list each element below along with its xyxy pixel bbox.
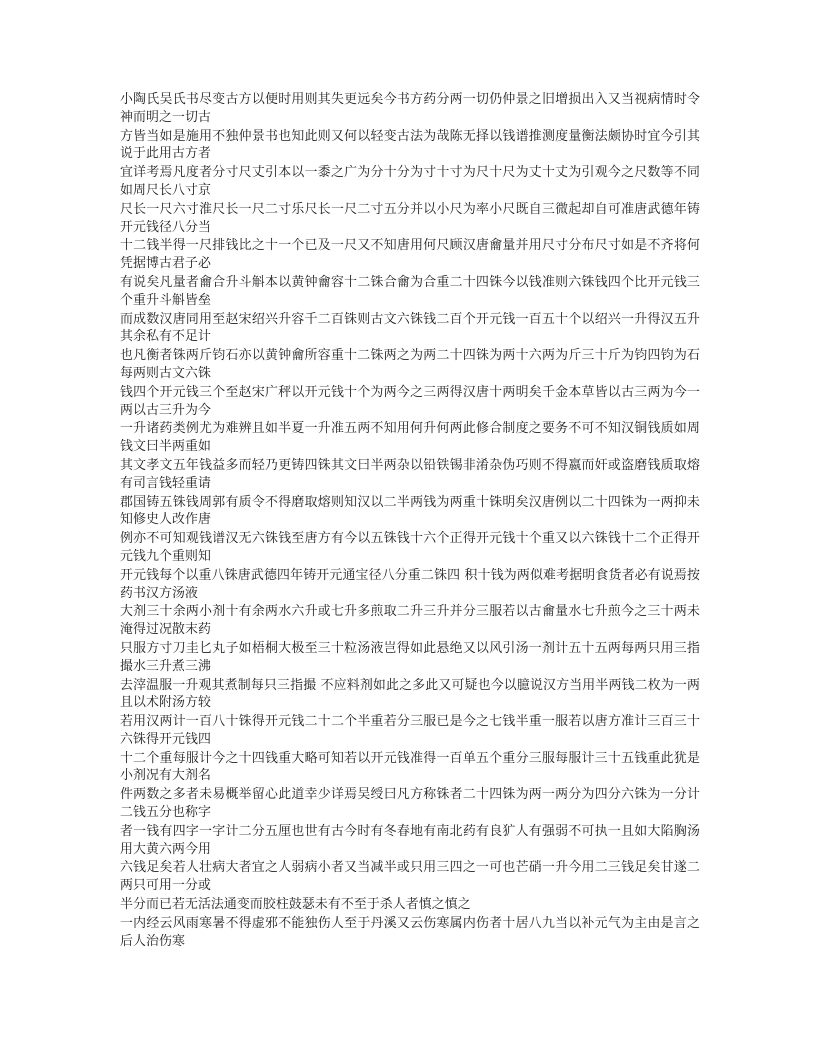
text-paragraph: 一内经云风雨寒暑不得虚邪不能独伤人至于丹溪又云伤寒属内伤者十居八九当以补元气为主由是言之后人治伤寒 [120,915,700,949]
text-paragraph: 宜详考焉凡度者分寸尺丈引本以一黍之广为分十分为寸十寸为尺十尺为丈十丈为引观今之尺数等不同如周尺长八寸京 [120,165,700,198]
text-paragraph: 其文孝文五年钱益多而轻乃更铸四铢其文曰半两杂以铅铁锡非淆杂伪巧则不得嬴而奸或盗磨钱质取熔有司言钱轻重请 [120,457,700,491]
text-paragraph: 者一钱有四字一字计二分五厘也世有古今时有冬春地有南北药有良犷人有强弱不可执一且如大陷胸汤用大黄六两今用 [120,823,700,857]
text-paragraph: 十二个重每服计今之十四钱重大略可知若以开元钱准得一百单五个重分三服每服计三十五钱重此犹是小剂况有大剂名 [120,750,700,784]
text-paragraph: 郡国铸五铢钱周郭有质令不得磨取熔则知汉以二半两钱为两重十铢明矣汉唐例以二十四铢为一两抑未知修史人改作唐 [120,494,700,528]
text-paragraph: 若用汉两计一百八十铢得开元钱二十二个半重若分三服已是今之七钱半重一服若以唐方准计三百三十六铢得开元钱四 [120,714,700,747]
text-paragraph: 件两数之多者未易概举留心此道幸少详焉吴绶曰凡方称铢者二十四铢为两一两分为四分六铢为一分计二钱五分也称字 [120,787,700,821]
text-paragraph: 大剂三十余两小剂十有余两水六升或七升多煎取二升三升并分三服若以古龠量水七升煎今之三十两未淹得过况散末药 [120,604,700,638]
text-paragraph: 十二钱半得一尺排钱比之十一个已及一尺又不知唐用何尺顾汉唐龠量并用尺寸分布尺寸如是不齐将何凭据博古君子必 [120,238,700,272]
text-paragraph: 只服方寸刀圭匕丸子如梧桐大极至三十粒汤液岂得如此悬绝又以风引汤一剂计五十五两每两只用三指撮水三升煮三沸 [120,640,700,674]
text-paragraph: 六钱足矣若人壮病大者宜之人弱病小者又当减半或只用三四之一可也芒硝一升今用二三钱足矣甘遂二两只可用一分或 [120,860,700,894]
text-paragraph: 尺长一尺六寸淮尺长一尺二寸乐尺长一尺二寸五分并以小尺为率小尺既自三微起却自可准唐武德年铸开元钱径八分当 [120,201,700,235]
text-paragraph: 也凡衡者铢两斤钧石亦以黄钟龠所容重十二铢两之为两二十四铢为两十六两为斤三十斤为钧四钧为石每两则古文六铢 [120,348,700,381]
text-paragraph: 方皆当如是施用不独仲景书也知此则又何以轻变古法为哉陈无择以钱谱推测度量衡法颇协时宜今引其说于此用古方者 [120,128,700,162]
text-paragraph: 半分而已若无活法通变而胶柱鼓瑟未有不至于杀人者慎之慎之 [120,897,471,913]
text-paragraph: 小陶氏吴氏书尽变古方以便时用则其失更远矣今书方药分两一切仍仲景之旧增损出入又当视病情时令神而明之一切古 [120,92,700,125]
text-paragraph: 一升诸药类例尤为难辨且如半夏一升准五两不知用何升何两此修合制度之要务不可不知汉铜钱质如周钱文曰半两重如 [120,421,700,455]
document-body [120,91,700,951]
text-paragraph: 而成数汉唐同用至赵宋绍兴升容千二百铢则古文六铢钱二百个开元钱一百五十个以绍兴一升得汉五升其余私有不足计 [120,311,700,345]
text-paragraph: 开元钱每个以重八铢唐武德四年铸开元通宝径八分重二铢四 积十钱为两似难考据明食货者必有说焉按药书汉方汤液 [120,567,700,601]
text-paragraph: 例亦不可知观钱谱汉无六铢钱至唐方有今以五铢钱十六个正得开元钱十个重又以六铢钱十二个正得开元钱九个重则知 [120,531,700,564]
text-paragraph: 有说矣凡量者龠合升斗斛本以黄钟龠容十二铢合龠为合重二十四铢今以钱准则六铢钱四个比开元钱三个重升斗斛皆垒 [120,274,700,308]
text-paragraph: 钱四个开元钱三个至赵宋广秤以开元钱十个为两今之三两得汉唐十两明矣千金本草皆以古三两为今一两以古三升为今 [120,384,700,418]
text-paragraph: 去滓温服一升观其煮制每只三指撮 不应料剂如此之多此又可疑也今以臆说汉方当用半两钱二枚为一两且以术附汤方较 [120,677,700,711]
